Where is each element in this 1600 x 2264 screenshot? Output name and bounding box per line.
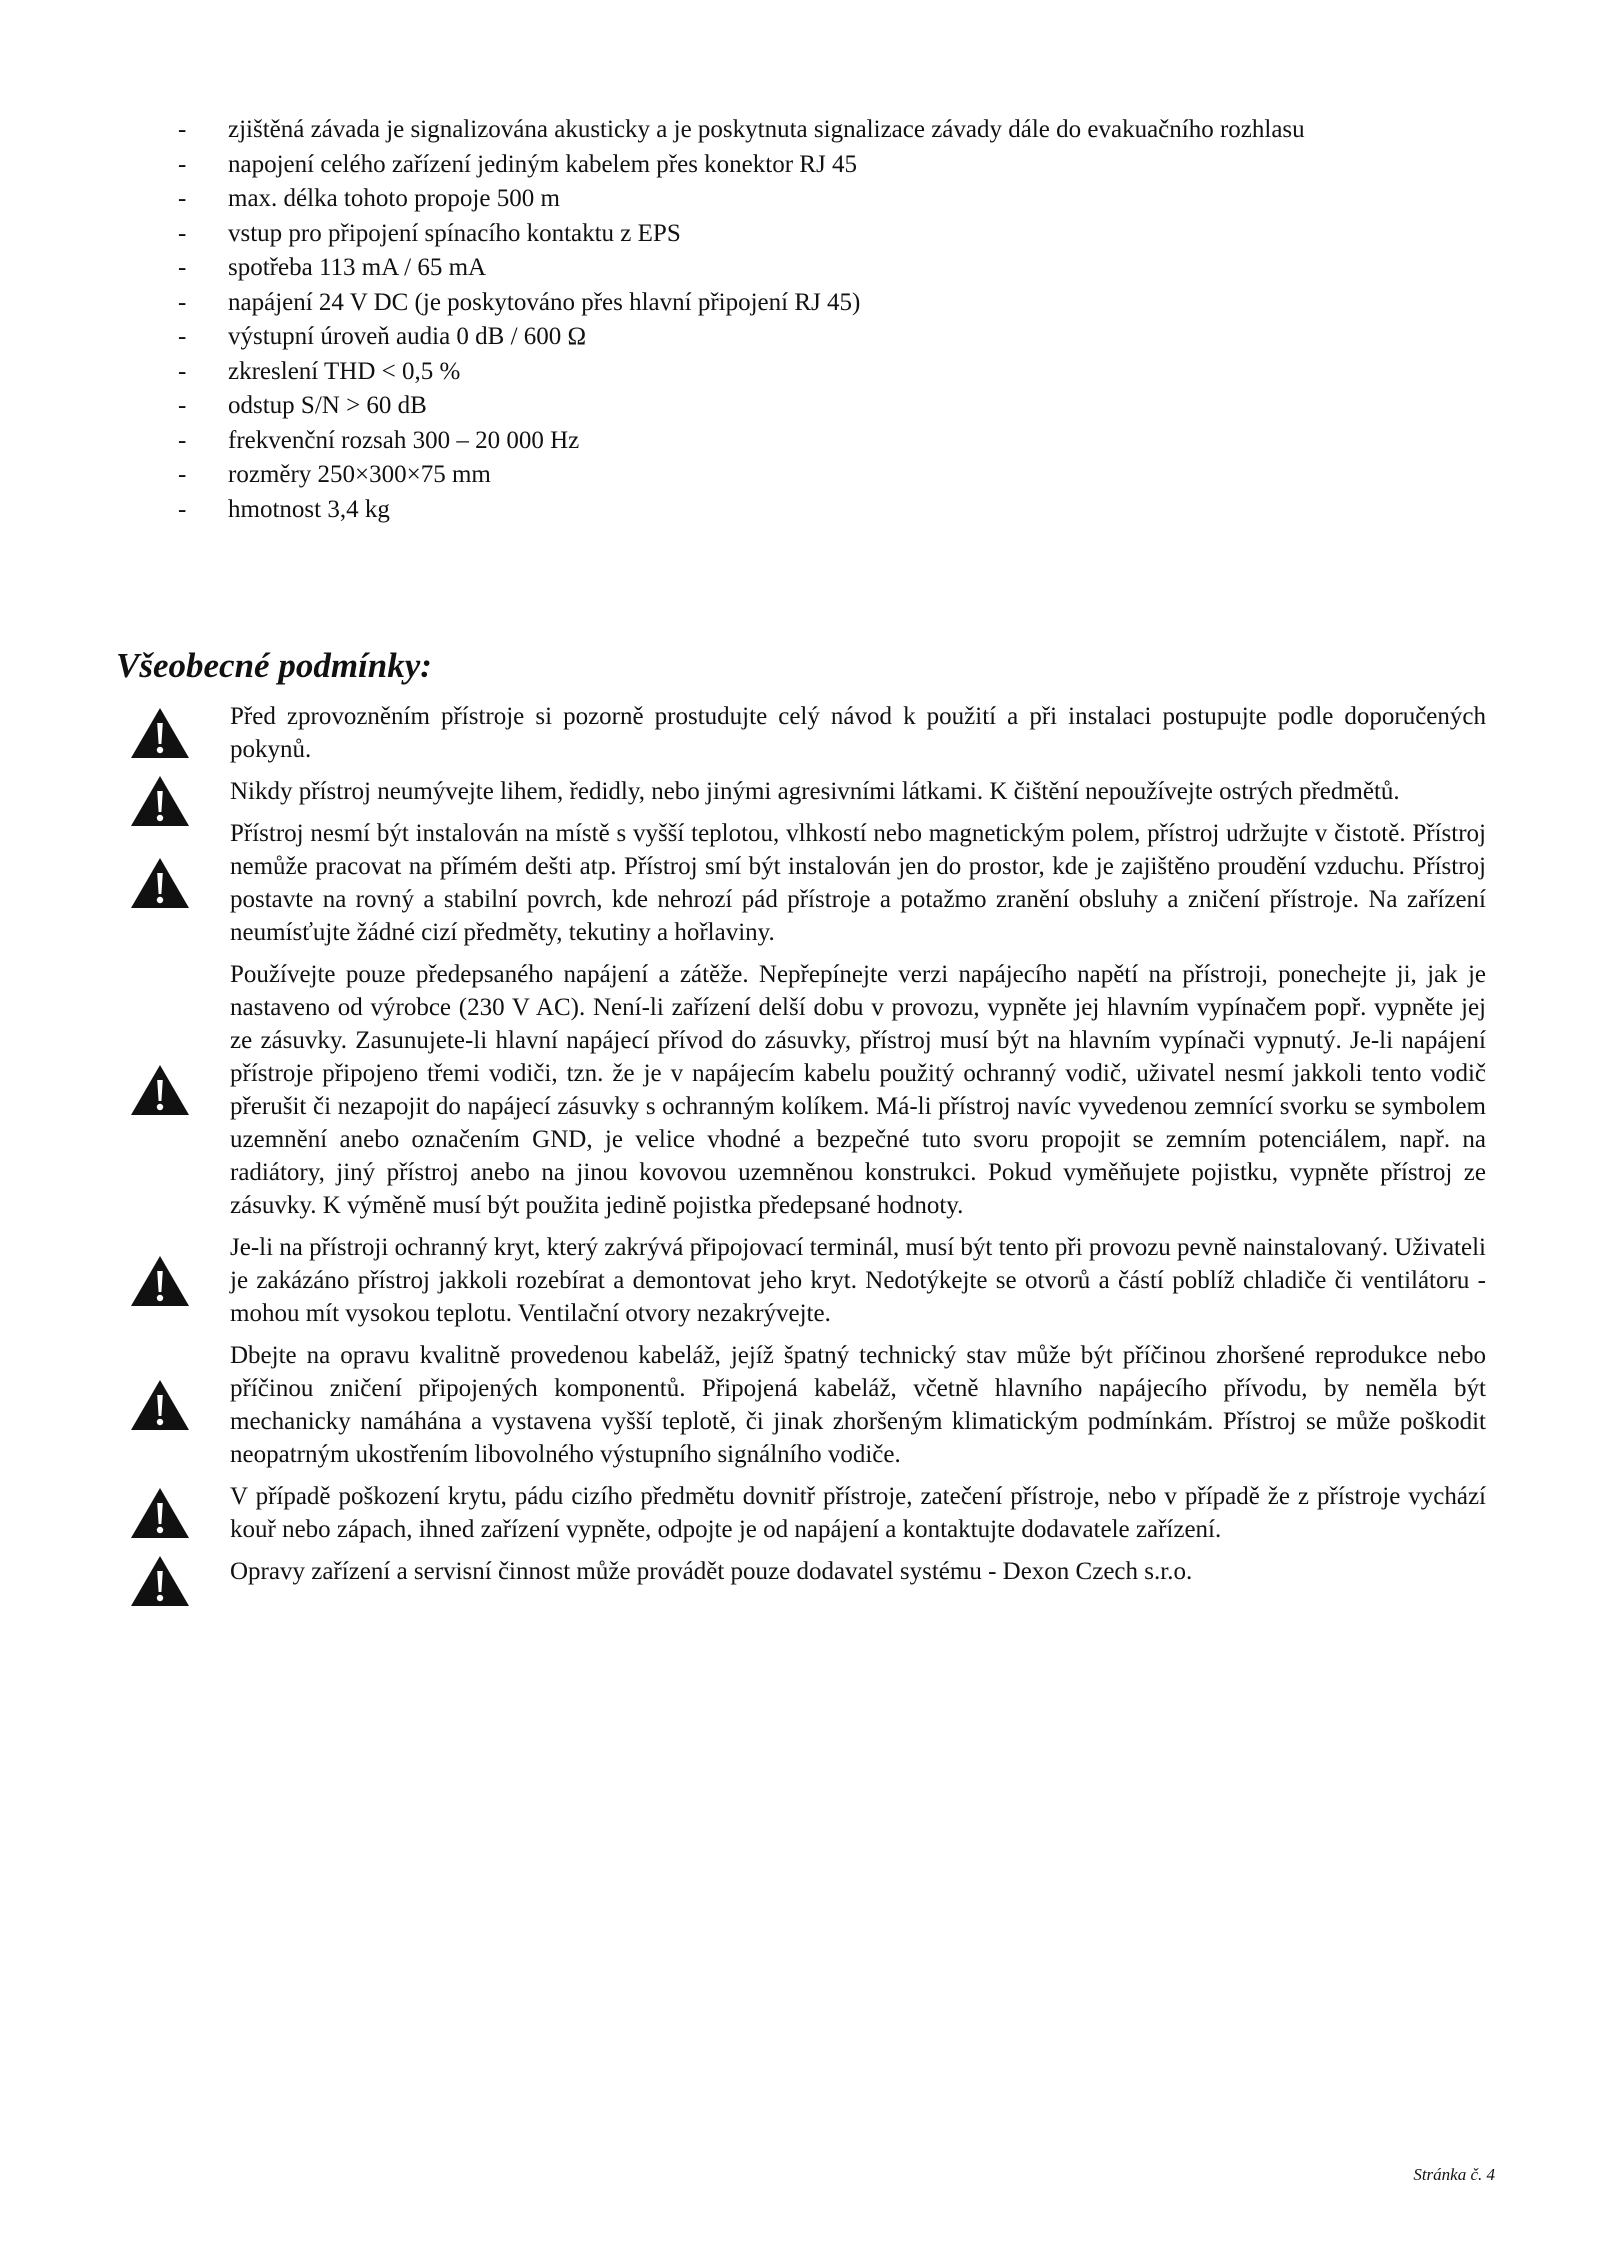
bullet-dash: -	[178, 116, 187, 143]
warning-text: Nikdy přístroj neumývejte lihem, ředidly, nebo jinými agresivními látkami. K čištění nepoužívejte ostrých předmětů.	[230, 778, 1400, 805]
bullet-dash: -	[178, 150, 187, 178]
warning-text: Používejte pouze předepsaného napájení a zátěže. Nepřepínejte verzi napájecího napětí na přístroji, ponechejte ji, jak je nastaveno od výrobce (230 V AC). Není-li zařízení delší dobu v provozu, vypněte jej hlavním vypínačem popř. vypněte jej ze zásuvky. Zasunujete-li hlavní napájecí přívod do zásuvky, přístroj musí být na hlavním vypínači vypnutý. Je-li napájení přístroje připojeno třemi vodiči, tzn. že je v napájecím kabelu použitý ochranný vodič, uživatel nesmí jakkoli tento vodič přerušit či nezapojit do napájecí zásuvky s ochranným kolíkem. Má-li přístroj navíc vyvedenou zemnící svorku se symbolem uzemnění anebo označením GND, je velice vhodné a bezpečné tuto svoru propojit se zemním potenciálem, např. na radiátory, jiný přístroj anebo na jinou kovovou uzemněnou konstrukci. Pokud vyměňujete pojistku, vypněte přístroj ze zásuvky. K výměně musí být použita jedině pojistka předepsané hodnoty.	[230, 961, 1486, 1219]
bullet-dash: -	[178, 392, 187, 419]
spec-item-text: zkreslení THD < 0,5 %	[228, 357, 461, 385]
spec-list-item	[176, 424, 1486, 459]
warning-item	[120, 700, 1490, 766]
bullet-dash: -	[178, 357, 187, 385]
spec-item-text: max. délka tohoto propoje 500 m	[228, 185, 560, 212]
bullet-dash: -	[178, 185, 187, 212]
spec-list-item	[176, 458, 1486, 493]
spec-item-text: rozměry 250×300×75 mm	[228, 461, 491, 488]
warning-list	[120, 700, 1490, 1597]
warning-item	[120, 775, 1490, 808]
warning-item	[120, 958, 1490, 1222]
page-number: Stránka č. 4	[1413, 2165, 1495, 2184]
warning-item	[120, 817, 1490, 949]
warning-triangle-icon	[130, 1487, 190, 1539]
spec-item-text: spotřeba 113 mA / 65 mA	[228, 254, 487, 281]
warning-item	[120, 1555, 1490, 1588]
warning-triangle-icon	[130, 1555, 190, 1607]
warning-text: Před zprovozněním přístroje si pozorně prostudujte celý návod k použití a při instalaci postupujte podle doporučených pokynů.	[230, 703, 1486, 763]
spec-list-item	[176, 320, 1486, 355]
warning-triangle-icon	[130, 707, 190, 759]
warning-text: Přístroj nesmí být instalován na místě s vyšší teplotou, vlhkostí nebo magnetickým polem, přístroj udržujte v čistotě. Přístroj nemůže pracovat na přímém dešti atp. Přístroj smí být instalován jen do prostor, kde je zajištěno proudění vzduchu. Přístroj postavte na rovný a stabilní povrch, kde nehrozí pád přístroje a potažmo zranění obsluhy a zničení přístroje. Na zařízení neumísťujte žádné cizí předměty, tekutiny a hořlaviny.	[230, 820, 1486, 946]
spec-list-item	[176, 217, 1486, 252]
spec-item-text: frekvenční rozsah 300 – 20 000 Hz	[228, 426, 580, 454]
spec-list-item	[176, 182, 1486, 217]
bullet-dash: -	[178, 495, 187, 523]
section-title: Všeobecné podmínky:	[116, 646, 432, 685]
warning-item	[120, 1480, 1490, 1546]
bullet-dash: -	[178, 219, 187, 247]
bullet-dash: -	[178, 426, 187, 454]
warning-text: Je-li na přístroji ochranný kryt, který zakrývá připojovací terminál, musí být tento při provozu pevně nainstalovaný. Uživateli je zakázáno přístroj jakkoli rozebírat a demontovat jeho kryt. Nedotýkejte se otvorů a částí poblíž chladiče či ventilátoru - mohou mít vysokou teplotu. Ventilační otvory nezakrývejte.	[230, 1234, 1486, 1327]
spec-item-text: výstupní úroveň audia 0 dB / 600 Ω	[228, 323, 587, 350]
warning-text: Dbejte na opravu kvalitně provedenou kabeláž, jejíž špatný technický stav může být příčinou zhoršené reprodukce nebo příčinou zničení připojených komponentů. Připojená kabeláž, včetně hlavního napájecího přívodu, by neměla být mechanicky namáhána a vystavena vyšší teplotě, či jinak zhoršeným klimatickým podmínkám. Přístroj se může poškodit neopatrným ukostřením libovolného výstupního signálního vodiče.	[230, 1342, 1486, 1468]
warning-triangle-icon	[130, 1064, 190, 1116]
spec-list-item	[176, 355, 1486, 390]
spec-list-item	[176, 251, 1486, 286]
spec-list-item	[176, 148, 1486, 183]
warning-triangle-icon	[130, 857, 190, 909]
spec-item-text: napojení celého zařízení jediným kabelem přes konektor RJ 45	[228, 150, 857, 178]
specification-list	[176, 113, 1486, 527]
spec-item-text: zjištěná závada je signalizována akusticky a je poskytnuta signalizace závady dále do evakuačního rozhlasu	[228, 116, 1305, 143]
warning-triangle-icon	[130, 1379, 190, 1431]
bullet-dash: -	[178, 461, 187, 488]
spec-list-item	[176, 113, 1486, 148]
warning-item	[120, 1339, 1490, 1471]
warning-text: V případě poškození krytu, pádu cizího předmětu dovnitř přístroje, zatečení přístroje, nebo v případě že z přístroje vychází kouř nebo zápach, ihned zařízení vypněte, odpojte je od napájení a kontaktujte dodavatele zařízení.	[230, 1483, 1486, 1543]
warning-triangle-icon	[130, 1255, 190, 1307]
bullet-dash: -	[178, 288, 187, 316]
bullet-dash: -	[178, 254, 187, 281]
warning-text: Opravy zařízení a servisní činnost může provádět pouze dodavatel systému - Dexon Czech s.r.o.	[230, 1558, 1193, 1585]
spec-item-text: hmotnost 3,4 kg	[228, 495, 390, 523]
warning-item	[120, 1231, 1490, 1330]
spec-list-item	[176, 493, 1486, 528]
spec-list-item	[176, 286, 1486, 321]
spec-item-text: odstup S/N > 60 dB	[228, 392, 427, 419]
spec-item-text: vstup pro připojení spínacího kontaktu z EPS	[228, 219, 681, 247]
spec-item-text: napájení 24 V DC (je poskytováno přes hlavní připojení RJ 45)	[228, 288, 861, 316]
bullet-dash: -	[178, 323, 187, 350]
spec-list-item	[176, 389, 1486, 424]
